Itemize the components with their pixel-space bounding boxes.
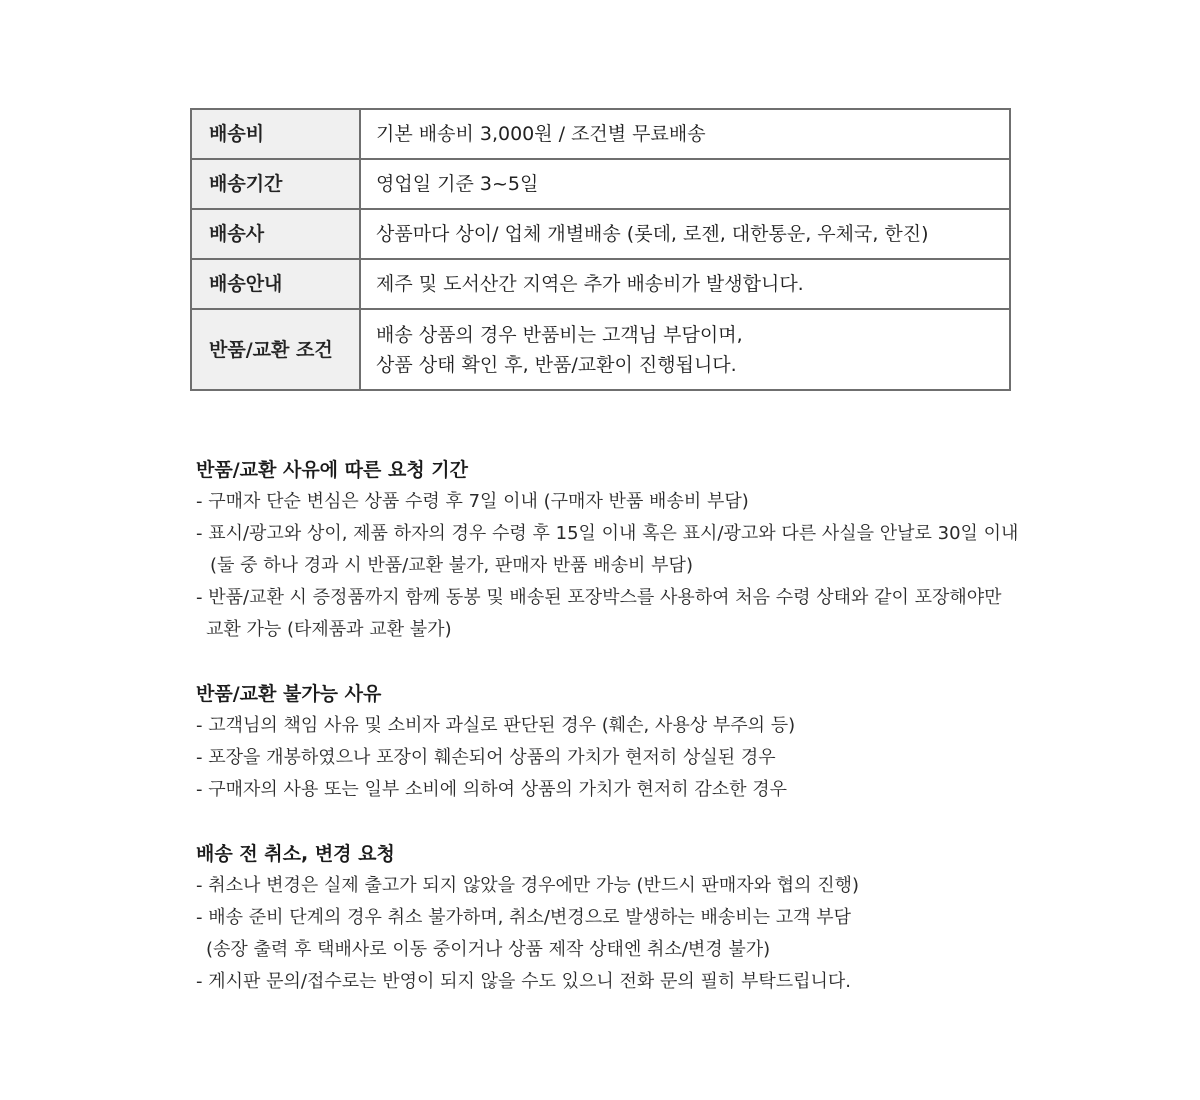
- list-item: [196, 486, 1016, 518]
- table-row-return-conditions: [191, 309, 1010, 390]
- row-value-line: 상품마다 상이/ 업체 개별배송 (롯데, 로젠, 대한통운, 우체국, 한진): [376, 223, 929, 245]
- section-return-request-period: [196, 454, 1019, 646]
- list-item-text: - 구매자 단순 변심은 상품 수령 후 7일 이내 (구매자 반품 배송비 부담): [196, 491, 749, 512]
- list-item-text: - 배송 준비 단계의 경우 취소 불가하며, 취소/변경으로 발생하는 배송비는 고객 부담: [196, 907, 852, 928]
- row-value-line: 영업일 기준 3~5일: [376, 173, 539, 195]
- row-label: 배송안내: [191, 259, 360, 309]
- list-item-text: - 구매자의 사용 또는 일부 소비에 의하여 상품의 가치가 현저히 감소한 경우: [196, 779, 788, 800]
- section-title: 반품/교환 사유에 따른 요청 기간: [196, 459, 469, 481]
- section-title: 배송 전 취소, 변경 요청: [196, 843, 395, 865]
- table-row-carrier: [191, 209, 1010, 259]
- list-item: [196, 518, 1019, 582]
- list-item: [196, 966, 1016, 998]
- list-item-text: - 취소나 변경은 실제 출고가 되지 않았을 경우에만 가능 (반드시 판매자와 협의 진행): [196, 875, 860, 896]
- shipping-info-table: [190, 108, 1011, 391]
- list-item-continuation: (송장 출력 후 택배사로 이동 중이거나 상품 제작 상태엔 취소/변경 불가): [206, 939, 771, 960]
- list-item-text: - 반품/교환 시 증정품까지 함께 동봉 및 배송된 포장박스를 사용하여 처음 수령 상태와 같이 포장해야만: [196, 587, 1002, 608]
- row-value: [360, 309, 1010, 390]
- list-item: [196, 582, 1016, 646]
- list-item-text: - 포장을 개봉하였으나 포장이 훼손되어 상품의 가치가 현저히 상실된 경우: [196, 747, 776, 768]
- row-label: 반품/교환 조건: [191, 309, 360, 390]
- list-item: [196, 742, 1016, 774]
- row-value: [360, 159, 1010, 209]
- row-value-line: 상품 상태 확인 후, 반품/교환이 진행됩니다.: [376, 353, 737, 376]
- table-row-shipping-fee: [191, 109, 1010, 159]
- list-item-text: - 표시/광고와 상이, 제품 하자의 경우 수령 후 15일 이내 혹은 표시/광고와 다른 사실을 안날로 30일 이내: [196, 523, 1019, 544]
- list-item-text: - 게시판 문의/접수로는 반영이 되지 않을 수도 있으니 전화 문의 필히 부탁드립니다.: [196, 971, 852, 992]
- row-value: [360, 209, 1010, 259]
- list-item: [196, 774, 1016, 806]
- section-return-not-allowed: [196, 678, 1016, 806]
- row-value: [360, 109, 1010, 159]
- list-item-text: - 고객님의 책임 사유 및 소비자 과실로 판단된 경우 (훼손, 사용상 부주의 등): [196, 715, 796, 736]
- row-value: [360, 259, 1010, 309]
- row-label: 배송비: [191, 109, 360, 159]
- table-row-shipping-notice: [191, 259, 1010, 309]
- section-title: 반품/교환 불가능 사유: [196, 683, 382, 705]
- list-item: [196, 870, 1016, 902]
- row-label: 배송사: [191, 209, 360, 259]
- list-item: [196, 902, 1016, 966]
- row-label: 배송기간: [191, 159, 360, 209]
- list-item-continuation: (둘 중 하나 경과 시 반품/교환 불가, 판매자 반품 배송비 부담): [210, 555, 693, 576]
- section-cancel-before-shipping: [196, 838, 1016, 998]
- list-item-continuation: 교환 가능 (타제품과 교환 불가): [206, 619, 452, 640]
- row-value-line: 제주 및 도서산간 지역은 추가 배송비가 발생합니다.: [376, 273, 804, 295]
- row-value-line: 배송 상품의 경우 반품비는 고객님 부담이며,: [376, 323, 743, 346]
- table-row-shipping-period: [191, 159, 1010, 209]
- list-item: [196, 710, 1016, 742]
- row-value-line: 기본 배송비 3,000원 / 조건별 무료배송: [376, 123, 706, 145]
